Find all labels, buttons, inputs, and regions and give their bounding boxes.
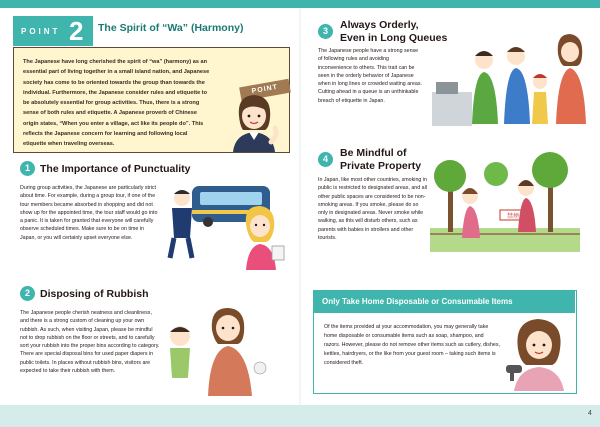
guide-woman-illustration [219,90,289,152]
page-title: The Spirit of “Wa” (Harmony) [98,22,244,34]
info-box [313,290,577,394]
section-2-text: The Japanese people cherish neatness and cleanliness, and there is a strong custom of cleaning up your own rubbish. As such, when visiting Japan, please be mindful not to drop rubbish on the floor or streets, and to carefully sort your rubbish into the proper bins according to category. There are special disposal bins for used paper diapers in public toilets. In places without rubbish bins, visitors are expected to take their rubbish with them. [20,310,160,375]
point-badge [13,16,93,46]
section-2-number: 2 [20,286,35,301]
point-label: POINT [21,27,61,36]
info-box-text: Of the items provided at your accommodation, you may generally take home disposable or consumable items such as soap, shampoo, and razors. However, please do not remove other items such as cutlery, dishes, kettles, hairdryers, or the like from your guest room – taking such items is considered theft. [324,324,500,366]
no-smoking-sign: 禁煙 [506,213,520,220]
rubbish-illustration [160,296,288,396]
section-3-title-line2: Even in Long Queues [340,32,448,44]
section-3-title-line1: Always Orderly, [340,19,419,31]
section-3-text: The Japanese people have a strong sense of following rules and avoiding inconvenience to others. This trait can be seen in the orderly behavior of Japanese when in long lines or crowded waiting areas. Cutting ahead in a queue is an unthinkable breach of etiquette in Japan. [318,48,422,104]
info-box-title: Only Take Home Disposable or Consumable Items [314,291,575,313]
intro-box [13,47,290,153]
page-gutter [299,8,301,405]
point-number: 2 [69,16,84,46]
point-sign: POINT [239,79,291,101]
section-4-title-line1: Be Mindful of [340,147,407,159]
section-4-text: In Japan, like most other countries, smoking in public is restricted to designated areas, and all other public spaces are considered to be non-smoking areas. If you smoke, please do so only in designated areas. Never smoke while walking, as this will disturb others, such as parents with babies in strollers and other tourists. [318,177,427,242]
bottom-band [0,405,600,427]
section-4-title-line2: Private Property [340,160,422,172]
intro-text: The Japanese have long cherished the spirit of “wa” (harmony) as an essential part of living together in a small island nation, and Japanese society has come to be oriented towards the group than towards the individual. Furthermore, the Japanese consider rules and etiquette to be absolutely essential for group activities. Thus, there is a strong sense of both rules and etiquette. A Japanese proverb of Chinese origin states, “When you enter a village, act like its people do”. This reflects the Japanese concern for learning and following local etiquette when traveling overseas. [23,59,210,148]
queue-illustration [430,20,590,130]
park-illustration [430,152,580,252]
tour-bus-illustration [162,178,292,270]
section-1-number: 1 [20,161,35,176]
section-1-title: The Importance of Punctuality [40,163,191,175]
hairdryer-woman-illustration [506,315,572,391]
section-4-number: 4 [318,152,333,167]
section-2-title: Disposing of Rubbish [40,288,149,300]
top-stripe [0,0,600,8]
page-number-right: 4 [588,410,592,417]
section-1-text: During group activities, the Japanese are particularly strict about time. For example, during a group tour, if one of the tour members became absorbed in shopping and did not show up for the appointed time, the tour staff would go into a panic. It is taken for granted that everyone will carefully observe scheduled times. Make sure to be on time in Japan, or you will certainly upset everyone else. [20,185,158,241]
section-3-number: 3 [318,24,333,39]
